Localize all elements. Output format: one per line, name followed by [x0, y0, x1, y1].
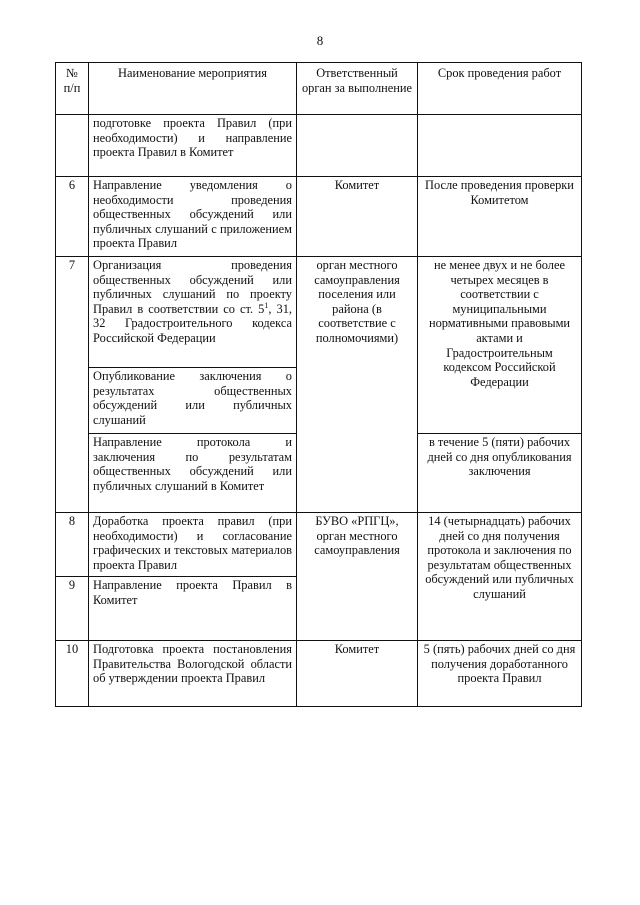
row-deadline: 5 (пять) рабочих дней со дня получения доработанного проекта Правил: [418, 641, 582, 707]
row-num: 8: [56, 513, 89, 577]
row-deadline: в течение 5 (пяти) рабочих дней со дня опубликования заключения: [418, 434, 582, 513]
header-responsible: Ответственный орган за выполнение: [297, 63, 418, 115]
row-num: 7: [56, 257, 89, 513]
row-num: 6: [56, 177, 89, 257]
row-name: Направление протокола и заключения по результатам общественных обсуждений или публичных слушаний в Комитет: [89, 434, 297, 513]
header-name: Наименование мероприятия: [89, 63, 297, 115]
row-responsible: Комитет: [297, 177, 418, 257]
header-num: № п/п: [56, 63, 89, 115]
row-deadline: 14 (четырнадцать) рабочих дней со дня получения протокола и заключения по результатам общественных обсуждений или публичных слушаний: [418, 513, 582, 641]
row-name: Направление проекта Правил в Комитет: [89, 577, 297, 641]
row-responsible: Комитет: [297, 641, 418, 707]
row-name: Направление уведомления о необходимости проведения общественных обсуждений или публичных слушаний с приложением проекта Правил: [89, 177, 297, 257]
row-num: 9: [56, 577, 89, 641]
table-header-row: [56, 63, 582, 115]
schedule-table: [55, 62, 582, 707]
header-deadline: Срок проведения работ: [418, 63, 582, 115]
table-row: [56, 257, 582, 368]
row-name: Доработка проекта правил (при необходимости) и согласование графических и текстовых материалов проекта Правил: [89, 513, 297, 577]
row-responsible: орган местного самоуправления поселения или района (в соответствие с полномочиями): [297, 257, 418, 513]
page-number: 8: [316, 33, 324, 48]
row-name: Опубликование заключения о результатах общественных обсуждений или публичных слушаний: [89, 368, 297, 434]
table-row: [56, 115, 582, 177]
table-row: [56, 641, 582, 707]
row-deadline: После проведения проверки Комитетом: [418, 177, 582, 257]
row-responsible: БУВО «РПГЦ», орган местного самоуправления: [297, 513, 418, 641]
row-name: Организация проведения общественных обсуждений или публичных слушаний по проекту Правил в соответствии со ст. $5^1$, 31, 32 Градостроительного кодекса Российской Федерации: [89, 257, 297, 368]
row-num: 10: [56, 641, 89, 707]
row-deadline: не менее двух и не более четырех месяцев в соответствии с муниципальными нормативными правовыми актами и Градостроительным кодексом Российской Федерации: [418, 257, 582, 434]
table-row: [56, 177, 582, 257]
row-name: подготовке проекта Правил (при необходимости) и направление проекта Правил в Комитет: [89, 115, 297, 177]
table-row: [56, 513, 582, 577]
row-name: Подготовка проекта постановления Правительства Вологодской области об утверждении проекта Правил: [89, 641, 297, 707]
